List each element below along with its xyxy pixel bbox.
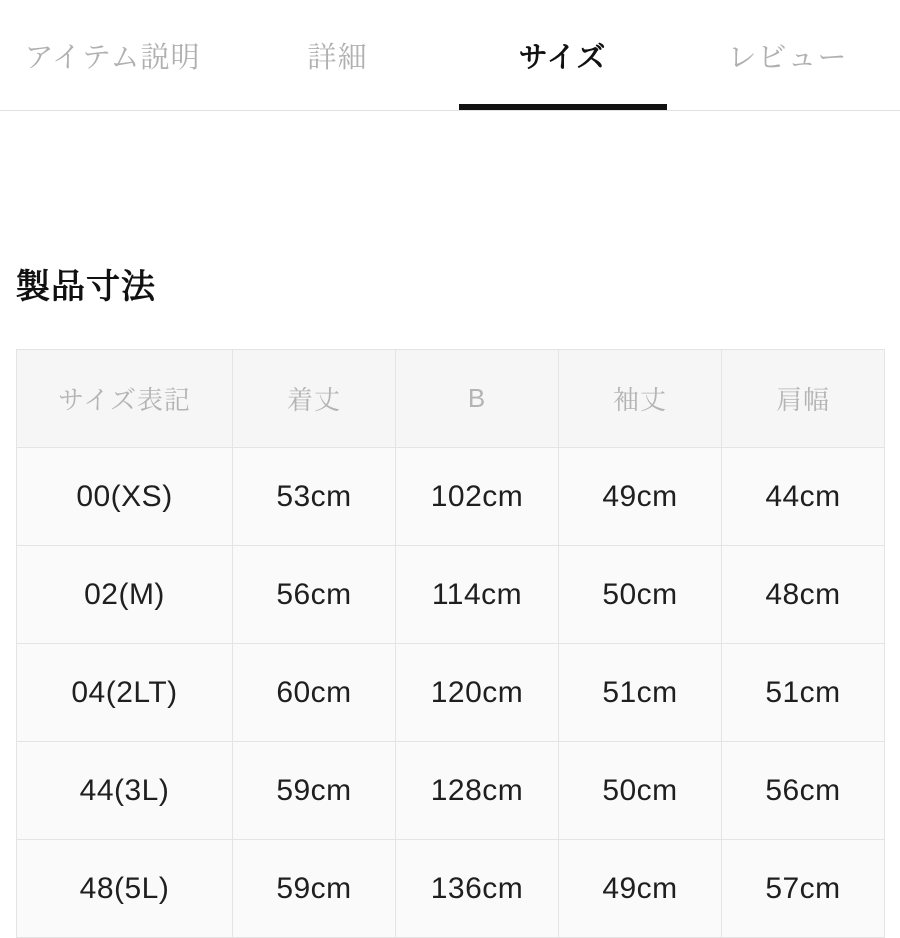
table-header	[17, 350, 885, 448]
tab-details[interactable]	[225, 0, 450, 110]
table-body	[17, 448, 885, 938]
tab-label: 詳細	[307, 41, 368, 74]
table-cell-sleeve: 50cm	[559, 742, 722, 840]
table-cell-size: 48(5L)	[17, 840, 233, 938]
table-cell-length: 60cm	[233, 644, 396, 742]
table-header-cell-sleeve: 袖丈	[559, 350, 722, 448]
section-title-product-dimensions: 製品寸法	[16, 268, 156, 306]
table-cell-size: 00(XS)	[17, 448, 233, 546]
table-cell-sleeve: 49cm	[559, 448, 722, 546]
table-cell-sleeve: 51cm	[559, 644, 722, 742]
product-tab-bar	[0, 0, 900, 111]
table-cell-size: 02(M)	[17, 546, 233, 644]
table-row	[17, 742, 885, 840]
tab-label: アイテム説明	[24, 41, 201, 74]
table-header-row	[17, 350, 885, 448]
table-header-cell-bust: B	[396, 350, 559, 448]
tab-reviews[interactable]	[675, 0, 900, 110]
product-dimensions-table	[16, 349, 885, 938]
table-header-cell-shoulder: 肩幅	[722, 350, 885, 448]
table-cell-bust: 114cm	[396, 546, 559, 644]
tab-item-description[interactable]	[0, 0, 225, 110]
table-row	[17, 448, 885, 546]
table-header-cell-size: サイズ表記	[17, 350, 233, 448]
table-cell-shoulder: 44cm	[722, 448, 885, 546]
table-cell-sleeve: 49cm	[559, 840, 722, 938]
table-cell-length: 59cm	[233, 840, 396, 938]
table-cell-length: 56cm	[233, 546, 396, 644]
table-cell-length: 53cm	[233, 448, 396, 546]
table-cell-sleeve: 50cm	[559, 546, 722, 644]
table-cell-size: 44(3L)	[17, 742, 233, 840]
table-cell-bust: 102cm	[396, 448, 559, 546]
table-cell-bust: 136cm	[396, 840, 559, 938]
table-cell-size: 04(2LT)	[17, 644, 233, 742]
table-row	[17, 840, 885, 938]
table-cell-length: 59cm	[233, 742, 396, 840]
table-row	[17, 546, 885, 644]
table-cell-shoulder: 51cm	[722, 644, 885, 742]
tab-size[interactable]	[450, 0, 675, 110]
table-cell-shoulder: 57cm	[722, 840, 885, 938]
size-content	[0, 259, 900, 938]
table-cell-shoulder: 48cm	[722, 546, 885, 644]
table-row	[17, 644, 885, 742]
tab-label: レビュー	[727, 41, 848, 74]
tab-label: サイズ	[518, 41, 607, 74]
table-cell-shoulder: 56cm	[722, 742, 885, 840]
table-cell-bust: 128cm	[396, 742, 559, 840]
table-cell-bust: 120cm	[396, 644, 559, 742]
table-header-cell-length: 着丈	[233, 350, 396, 448]
